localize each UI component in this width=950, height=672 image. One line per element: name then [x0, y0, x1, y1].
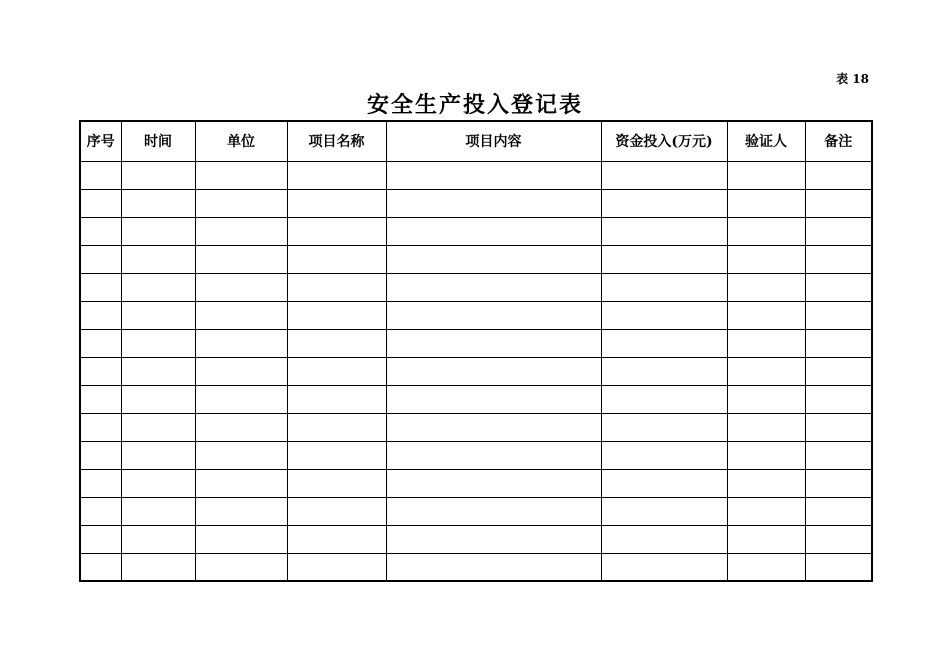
cell-serial-no[interactable]: [80, 525, 121, 553]
cell-project-content[interactable]: [386, 525, 601, 553]
cell-project-content[interactable]: [386, 469, 601, 497]
cell-unit[interactable]: [195, 553, 287, 581]
safety-investment-table: [79, 120, 873, 582]
cell-verifier[interactable]: [727, 413, 805, 441]
cell-funds-invested[interactable]: [601, 469, 727, 497]
cell-time[interactable]: [121, 245, 195, 273]
cell-time[interactable]: [121, 497, 195, 525]
cell-serial-no[interactable]: [80, 245, 121, 273]
cell-remarks[interactable]: [805, 525, 872, 553]
table-row: [80, 525, 872, 553]
cell-serial-no[interactable]: [80, 413, 121, 441]
cell-verifier[interactable]: [727, 553, 805, 581]
cell-remarks[interactable]: [805, 469, 872, 497]
cell-unit[interactable]: [195, 245, 287, 273]
page-title: 安全生产投入登记表: [366, 92, 583, 118]
cell-unit[interactable]: [195, 217, 287, 245]
cell-project-name[interactable]: [287, 357, 386, 385]
cell-serial-no[interactable]: [80, 385, 121, 413]
cell-project-name[interactable]: [287, 217, 386, 245]
cell-unit[interactable]: [195, 329, 287, 357]
table-row: [80, 189, 872, 217]
cell-funds-invested[interactable]: [601, 497, 727, 525]
table-row: [80, 553, 872, 581]
cell-time[interactable]: [121, 385, 195, 413]
table-row: [80, 357, 872, 385]
table-row: [80, 497, 872, 525]
table-body: [80, 161, 872, 581]
cell-project-content[interactable]: [386, 553, 601, 581]
cell-project-name[interactable]: [287, 553, 386, 581]
column-header-unit: 单位: [195, 121, 287, 161]
cell-time[interactable]: [121, 273, 195, 301]
column-header-funds-invested: 资金投入(万元): [601, 121, 727, 161]
table-row: [80, 469, 872, 497]
cell-funds-invested[interactable]: [601, 217, 727, 245]
cell-funds-invested[interactable]: [601, 329, 727, 357]
cell-funds-invested[interactable]: [601, 385, 727, 413]
table-row: [80, 441, 872, 469]
cell-project-content[interactable]: [386, 245, 601, 273]
cell-remarks[interactable]: [805, 329, 872, 357]
cell-unit[interactable]: [195, 273, 287, 301]
column-header-project-name: 项目名称: [287, 121, 386, 161]
cell-funds-invested[interactable]: [601, 245, 727, 273]
cell-project-name[interactable]: [287, 469, 386, 497]
cell-remarks[interactable]: [805, 357, 872, 385]
cell-project-content[interactable]: [386, 357, 601, 385]
cell-serial-no[interactable]: [80, 553, 121, 581]
cell-project-name[interactable]: [287, 161, 386, 189]
cell-serial-no[interactable]: [80, 161, 121, 189]
cell-unit[interactable]: [195, 525, 287, 553]
table-row: [80, 385, 872, 413]
cell-verifier[interactable]: [727, 385, 805, 413]
cell-unit[interactable]: [195, 497, 287, 525]
cell-project-content[interactable]: [386, 329, 601, 357]
column-header-time: 时间: [121, 121, 195, 161]
cell-project-name[interactable]: [287, 245, 386, 273]
cell-verifier[interactable]: [727, 497, 805, 525]
cell-serial-no[interactable]: [80, 357, 121, 385]
cell-unit[interactable]: [195, 385, 287, 413]
table-row: [80, 273, 872, 301]
header-row: [80, 121, 872, 161]
cell-unit[interactable]: [195, 413, 287, 441]
cell-project-content[interactable]: [386, 441, 601, 469]
cell-remarks[interactable]: [805, 497, 872, 525]
cell-verifier[interactable]: [727, 189, 805, 217]
cell-serial-no[interactable]: [80, 273, 121, 301]
cell-project-name[interactable]: [287, 497, 386, 525]
column-header-project-content: 项目内容: [386, 121, 601, 161]
cell-unit[interactable]: [195, 469, 287, 497]
cell-unit[interactable]: [195, 189, 287, 217]
cell-verifier[interactable]: [727, 273, 805, 301]
cell-remarks[interactable]: [805, 301, 872, 329]
cell-funds-invested[interactable]: [601, 413, 727, 441]
cell-unit[interactable]: [195, 357, 287, 385]
cell-verifier[interactable]: [727, 161, 805, 189]
cell-funds-invested[interactable]: [601, 301, 727, 329]
cell-verifier[interactable]: [727, 357, 805, 385]
cell-project-content[interactable]: [386, 273, 601, 301]
cell-verifier[interactable]: [727, 469, 805, 497]
cell-verifier[interactable]: [727, 217, 805, 245]
cell-serial-no[interactable]: [80, 497, 121, 525]
cell-project-name[interactable]: [287, 329, 386, 357]
column-header-verifier: 验证人: [727, 121, 805, 161]
cell-time[interactable]: [121, 161, 195, 189]
cell-funds-invested[interactable]: [601, 161, 727, 189]
cell-project-content[interactable]: [386, 497, 601, 525]
cell-remarks[interactable]: [805, 553, 872, 581]
cell-funds-invested[interactable]: [601, 525, 727, 553]
table-row: [80, 329, 872, 357]
cell-project-name[interactable]: [287, 189, 386, 217]
cell-serial-no[interactable]: [80, 301, 121, 329]
cell-remarks[interactable]: [805, 217, 872, 245]
cell-serial-no[interactable]: [80, 217, 121, 245]
form-number: 表 18: [836, 72, 869, 86]
cell-serial-no[interactable]: [80, 329, 121, 357]
cell-serial-no[interactable]: [80, 441, 121, 469]
cell-remarks[interactable]: [805, 385, 872, 413]
cell-verifier[interactable]: [727, 245, 805, 273]
cell-remarks[interactable]: [805, 161, 872, 189]
cell-remarks[interactable]: [805, 413, 872, 441]
cell-project-content[interactable]: [386, 385, 601, 413]
cell-serial-no[interactable]: [80, 469, 121, 497]
cell-project-name[interactable]: [287, 273, 386, 301]
cell-time[interactable]: [121, 357, 195, 385]
cell-funds-invested[interactable]: [601, 273, 727, 301]
column-header-serial-no: 序号: [80, 121, 121, 161]
cell-unit[interactable]: [195, 441, 287, 469]
cell-project-content[interactable]: [386, 217, 601, 245]
cell-time[interactable]: [121, 441, 195, 469]
cell-project-content[interactable]: [386, 161, 601, 189]
cell-verifier[interactable]: [727, 441, 805, 469]
cell-time[interactable]: [121, 301, 195, 329]
cell-remarks[interactable]: [805, 273, 872, 301]
table-row: [80, 245, 872, 273]
cell-remarks[interactable]: [805, 189, 872, 217]
cell-unit[interactable]: [195, 161, 287, 189]
table-row: [80, 161, 872, 189]
cell-time[interactable]: [121, 469, 195, 497]
cell-project-content[interactable]: [386, 413, 601, 441]
cell-time[interactable]: [121, 553, 195, 581]
table-row: [80, 217, 872, 245]
cell-verifier[interactable]: [727, 525, 805, 553]
cell-serial-no[interactable]: [80, 189, 121, 217]
cell-time[interactable]: [121, 189, 195, 217]
cell-verifier[interactable]: [727, 301, 805, 329]
cell-funds-invested[interactable]: [601, 553, 727, 581]
cell-time[interactable]: [121, 217, 195, 245]
cell-unit[interactable]: [195, 301, 287, 329]
cell-time[interactable]: [121, 329, 195, 357]
cell-project-name[interactable]: [287, 301, 386, 329]
cell-project-name[interactable]: [287, 525, 386, 553]
cell-funds-invested[interactable]: [601, 189, 727, 217]
column-header-remarks: 备注: [805, 121, 872, 161]
table-row: [80, 301, 872, 329]
cell-project-name[interactable]: [287, 441, 386, 469]
cell-project-content[interactable]: [386, 189, 601, 217]
cell-remarks[interactable]: [805, 245, 872, 273]
cell-verifier[interactable]: [727, 329, 805, 357]
table-row: [80, 413, 872, 441]
cell-funds-invested[interactable]: [601, 357, 727, 385]
cell-project-name[interactable]: [287, 385, 386, 413]
cell-time[interactable]: [121, 525, 195, 553]
cell-time[interactable]: [121, 413, 195, 441]
cell-project-name[interactable]: [287, 413, 386, 441]
cell-remarks[interactable]: [805, 441, 872, 469]
cell-funds-invested[interactable]: [601, 441, 727, 469]
cell-project-content[interactable]: [386, 301, 601, 329]
